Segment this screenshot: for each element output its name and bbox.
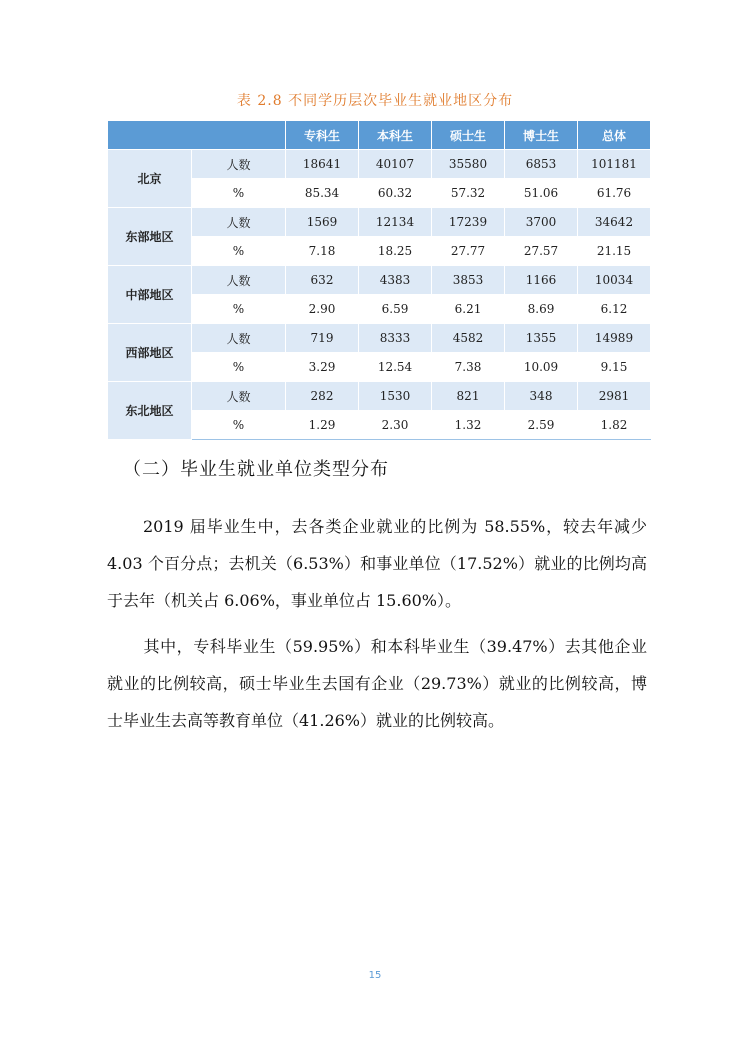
row-label: %: [192, 411, 286, 440]
region-label: 东北地区: [108, 382, 192, 440]
table-cell: 2.30: [359, 411, 432, 440]
table-cell: 21.15: [578, 237, 651, 266]
row-label: 人数: [192, 150, 286, 179]
table-row: [108, 150, 651, 179]
table-cell: 57.32: [432, 179, 505, 208]
header-cell: 专科生: [286, 121, 359, 150]
region-label: 北京: [108, 150, 192, 208]
table-cell: 7.38: [432, 353, 505, 382]
table-cell: 1530: [359, 382, 432, 411]
table-cell: 348: [505, 382, 578, 411]
table-cell: 2981: [578, 382, 651, 411]
row-label: %: [192, 295, 286, 324]
paragraph-text: 其中，专科毕业生（59.95%）和本科毕业生（39.47%）去其他企业就业的比例较高，硕士毕业生去国有企业（29.73%）就业的比例较高，博士毕业生去高等教育单位（41.26%）就业的比例较高。: [107, 637, 647, 730]
table-row: [108, 382, 651, 411]
table-cell: 2.90: [286, 295, 359, 324]
table-cell: 9.15: [578, 353, 651, 382]
paragraph: [107, 628, 647, 739]
table-cell: 6.59: [359, 295, 432, 324]
table-cell: 51.06: [505, 179, 578, 208]
table-cell: 1.82: [578, 411, 651, 440]
table-cell: 821: [432, 382, 505, 411]
table-cell: 1166: [505, 266, 578, 295]
table-cell: 3700: [505, 208, 578, 237]
table-cell: 719: [286, 324, 359, 353]
table-cell: 34642: [578, 208, 651, 237]
table-cell: 1355: [505, 324, 578, 353]
table-cell: 8.69: [505, 295, 578, 324]
table-cell: 18.25: [359, 237, 432, 266]
header-cell: [108, 121, 286, 150]
table-cell: 7.18: [286, 237, 359, 266]
table-cell: 12.54: [359, 353, 432, 382]
table-cell: 12134: [359, 208, 432, 237]
row-label: 人数: [192, 266, 286, 295]
table-cell: 3.29: [286, 353, 359, 382]
table-cell: 4582: [432, 324, 505, 353]
header-cell: 本科生: [359, 121, 432, 150]
header-cell: 总体: [578, 121, 651, 150]
paragraph-text: 2019 届毕业生中，去各类企业就业的比例为 58.55%，较去年减少 4.03 个百分点；去机关（6.53%）和事业单位（17.52%）就业的比例均高于去年（机关占 6.06%，事业单位占 15.60%）。: [107, 517, 647, 610]
table-cell: 61.76: [578, 179, 651, 208]
table-cell: 282: [286, 382, 359, 411]
region-label: 东部地区: [108, 208, 192, 266]
row-label: 人数: [192, 208, 286, 237]
header-cell: 硕士生: [432, 121, 505, 150]
table-row: [108, 324, 651, 353]
table-cell: 60.32: [359, 179, 432, 208]
table-cell: 632: [286, 266, 359, 295]
table-cell: 6.21: [432, 295, 505, 324]
table-row: [108, 266, 651, 295]
table-cell: 6.12: [578, 295, 651, 324]
table-caption: 表 2.8 不同学历层次毕业生就业地区分布: [236, 93, 514, 109]
row-label: %: [192, 237, 286, 266]
row-label: %: [192, 353, 286, 382]
table-cell: 27.57: [505, 237, 578, 266]
table-cell: 1.29: [286, 411, 359, 440]
row-label: 人数: [192, 324, 286, 353]
row-label: %: [192, 179, 286, 208]
table-cell: 18641: [286, 150, 359, 179]
table-cell: 14989: [578, 324, 651, 353]
page-number: 15: [368, 970, 382, 981]
section-title: （二）毕业生就业单位类型分布: [123, 459, 389, 480]
row-label: 人数: [192, 382, 286, 411]
table-cell: 10034: [578, 266, 651, 295]
table-cell: 4383: [359, 266, 432, 295]
table-cell: 27.77: [432, 237, 505, 266]
table-cell: 40107: [359, 150, 432, 179]
paragraph: [107, 508, 647, 619]
region-label: 中部地区: [108, 266, 192, 324]
table-cell: 6853: [505, 150, 578, 179]
table-cell: 1.32: [432, 411, 505, 440]
table-cell: 17239: [432, 208, 505, 237]
region-label: 西部地区: [108, 324, 192, 382]
table-header-row: [108, 121, 651, 150]
table-cell: 10.09: [505, 353, 578, 382]
table-cell: 85.34: [286, 179, 359, 208]
table-cell: 2.59: [505, 411, 578, 440]
table-cell: 1569: [286, 208, 359, 237]
header-cell: 博士生: [505, 121, 578, 150]
table-cell: 35580: [432, 150, 505, 179]
table-row: [108, 208, 651, 237]
table-cell: 101181: [578, 150, 651, 179]
table-cell: 8333: [359, 324, 432, 353]
employment-region-table: [107, 120, 651, 440]
table-cell: 3853: [432, 266, 505, 295]
